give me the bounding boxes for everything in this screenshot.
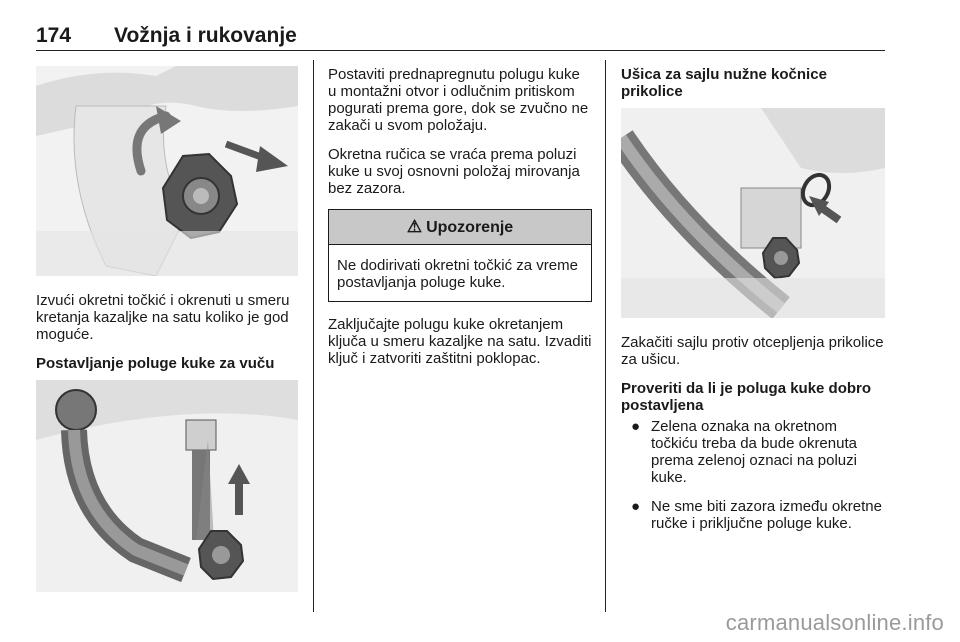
page-title: Vožnja i rukovanje (114, 24, 297, 47)
warning-title: Upozorenje (426, 219, 514, 236)
paragraph: Zakačiti sajlu protiv otcepljenja prikolice za ušicu. (621, 334, 884, 368)
page-number: 174 (36, 24, 72, 47)
bullet-list (621, 418, 887, 532)
paragraph: Izvući okretni točkić i okrenuti u smeru kretanja kazaljke na satu koliko je god moguće. (36, 292, 290, 343)
warning-box (328, 209, 592, 302)
figure-tow-bar-installation-illustration (36, 380, 298, 592)
list-item: ● Zelena oznaka na okretnom točkiću treba da bude okrenuta prema zelenoj oznaci na poluzi kuke. (631, 418, 857, 486)
watermark[interactable]: carmanualsonline.info (725, 610, 944, 635)
paragraph: Zaključajte polugu kuke okretanjem ključa u smeru kazaljke na satu. Izvaditi ključ i zatvoriti zaštitni poklopac. (328, 316, 592, 367)
warning-header (329, 210, 591, 245)
column-divider (605, 60, 606, 612)
section-heading: Ušica za sajlu nužne kočnice prikolice (621, 66, 827, 100)
paragraph: Postaviti prednapregnutu polugu kuke u montažni otvor i odlučnim pritiskom pogurati prema gore, dok se zvučno ne zakači u svom položaju. (328, 66, 589, 134)
section-heading: Proveriti da li je poluga kuke dobro postavljena (621, 380, 872, 414)
figure-trailer-cable-eyelet-illustration (621, 108, 885, 318)
column-2 (328, 66, 592, 379)
page-header (36, 22, 885, 51)
list-item: ● Ne sme biti zazora između okretne ručke i priključne poluge kuke. (631, 498, 882, 532)
figure-tow-knob-illustration (36, 66, 298, 276)
bullet-icon: ● (631, 418, 641, 435)
column-1 (36, 66, 302, 592)
column-divider (313, 60, 314, 612)
warning-text: Ne dodirivati okretni točkić za vreme postavljanja poluge kuke. (337, 257, 578, 291)
paragraph: Okretna ručica se vraća prema poluzi kuke u svoj osnovni položaj mirovanja bez zazora. (328, 146, 580, 197)
bullet-icon: ● (631, 498, 641, 515)
section-heading: Postavljanje poluge kuke za vuču (36, 355, 275, 372)
column-3 (621, 66, 887, 544)
warning-triangle-icon: ⚠ (406, 217, 423, 236)
